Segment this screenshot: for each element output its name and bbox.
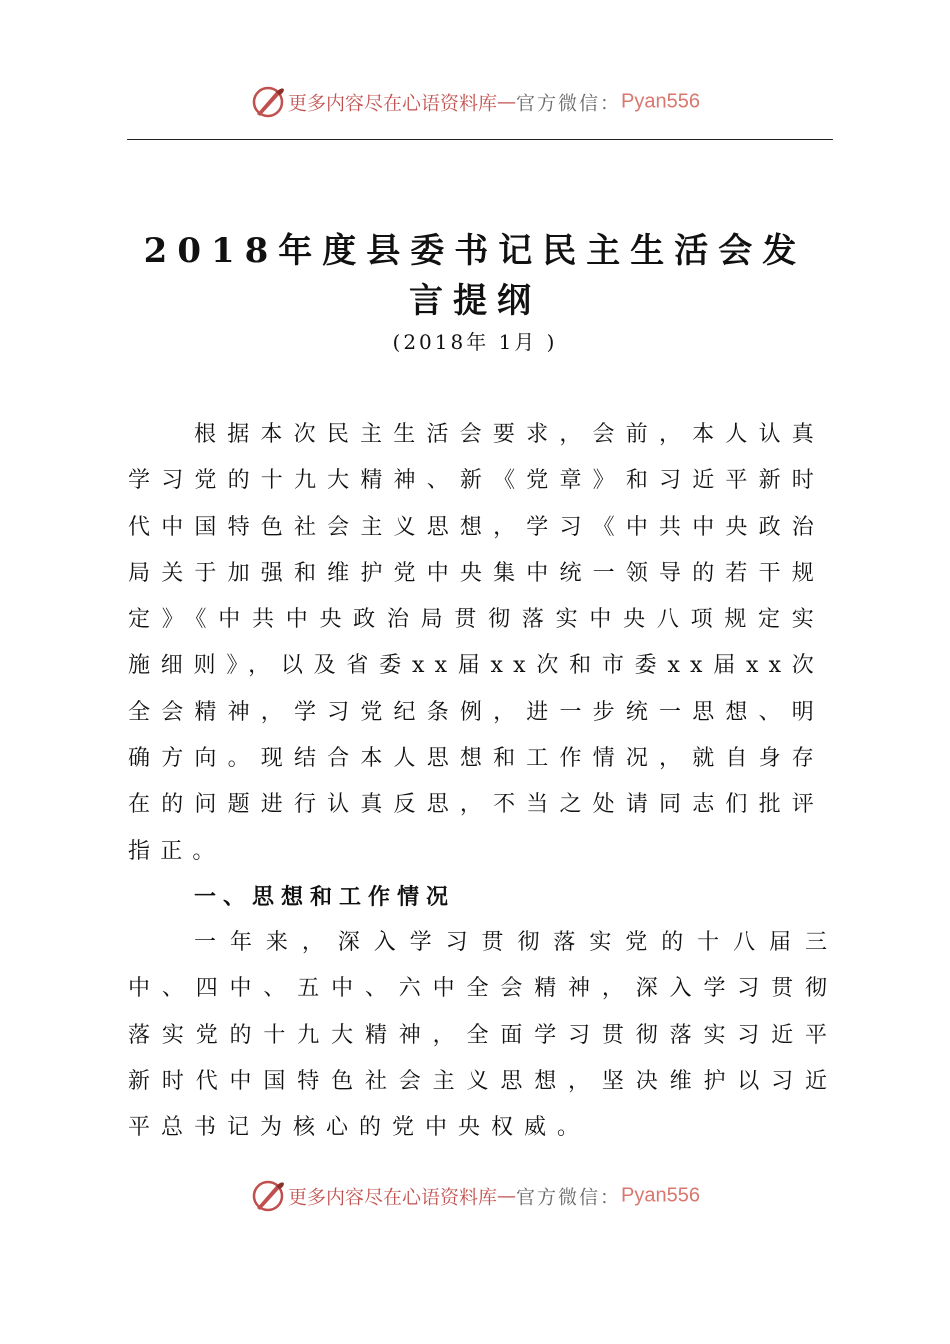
- watermark-label: 官方微信：: [516, 92, 622, 115]
- body-paragraph: 根据本次民主生活会要求，会前，本人认真学习党的十九大精神、新《党章》和习近平新时代中国特色社会主义思想，学习《中共中央政治局关于加强和维护党中央集中统一领导的若干规定》《中共中央政治局贯彻落实中央八项规定实施细则》，以及省委xx届xx次和市委xx届xx次全会精神，学习党纪条例，进一步统一思想、明确方向。现结合本人思想和工作情况，就自身存在的问题进行认真反思，不当之处请同志们批评指正。: [128, 422, 824, 864]
- section-paragraph: 一年来，深入学习贯彻落实党的十八届三中、四中、五中、六中全会精神，深入学习贯彻落实党的十九大精神，全面学习贯彻落实习近平新时代中国特色社会主义思想，坚决维护以习近平总书记为核心的党中央权威。: [128, 930, 838, 1141]
- footer-watermark: [0, 1178, 950, 1214]
- header-watermark: [0, 84, 950, 120]
- watermark-label: 官方微信：: [516, 1186, 622, 1209]
- quill-logo-icon: [250, 1178, 286, 1214]
- section-heading: 一、思想和工作情况: [194, 884, 456, 910]
- watermark-text: 更多内容尽在心语资料库: [288, 1186, 498, 1209]
- quill-logo-icon: [250, 84, 286, 120]
- document-date: (2018年 1月 ): [392, 330, 558, 354]
- header-divider: [127, 139, 833, 140]
- document-title: 2018年度县委书记民主生活会发言提纲: [143, 231, 807, 321]
- watermark-dash: —: [497, 91, 517, 113]
- watermark-dash: —: [497, 1185, 517, 1207]
- section-body: [128, 920, 838, 1151]
- watermark-id: Pyan556: [621, 1184, 700, 1207]
- watermark-text: 更多内容尽在心语资料库: [288, 92, 498, 115]
- section-heading-block: [128, 874, 824, 920]
- intro-section: [128, 412, 824, 875]
- watermark-id: Pyan556: [621, 90, 700, 113]
